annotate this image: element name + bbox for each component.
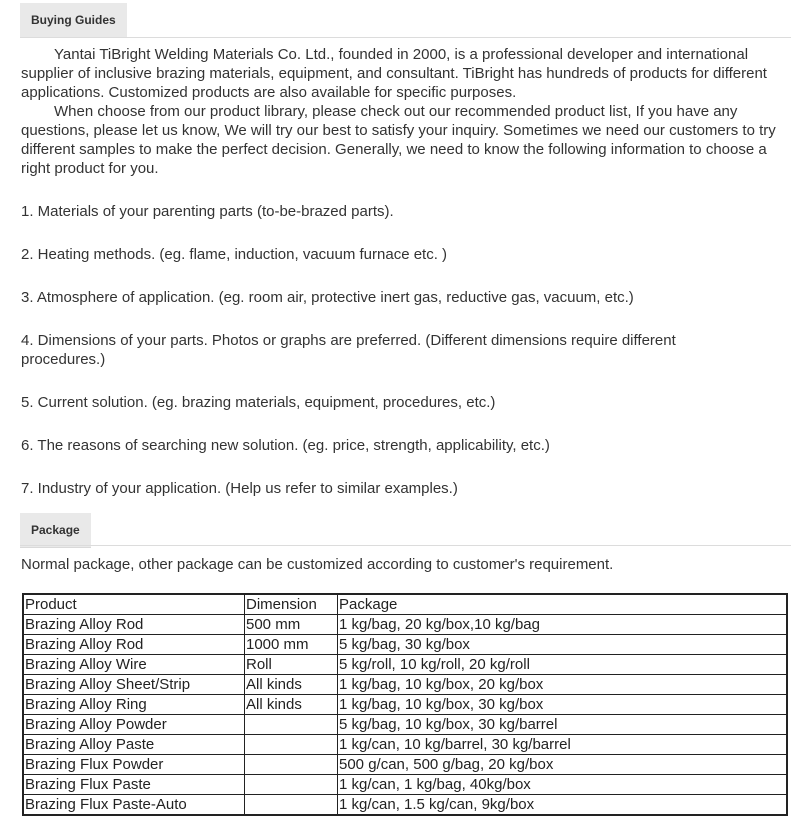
- instruction-paragraph: When choose from our product library, please check out our recommended product list, If you have any questions, please let us know, We will try our best to satisfy your inquiry. Sometimes we need our customers to try different samples to make the perfect decision. Generally, we need to know the following information to choose a right product for you.: [21, 103, 776, 177]
- cell-product: Brazing Alloy Paste: [23, 735, 245, 755]
- table-row: [23, 675, 787, 695]
- cell-product: Brazing Alloy Ring: [23, 695, 245, 715]
- cell-package: 1 kg/bag, 10 kg/box, 30 kg/box: [338, 695, 788, 715]
- table-row: [23, 635, 787, 655]
- tab-buying-guides[interactable]: Buying Guides: [20, 3, 127, 38]
- list-item: 4. Dimensions of your parts. Photos or graphs are preferred. (Different dimensions require different procedures.): [21, 332, 676, 368]
- list-item: 3. Atmosphere of application. (eg. room air, protective inert gas, reductive gas, vacuum, etc.): [21, 289, 634, 306]
- table-row: [23, 755, 787, 775]
- cell-dimension: [245, 755, 338, 775]
- tab-package[interactable]: Package: [20, 513, 91, 548]
- table-row: [23, 735, 787, 755]
- table-row: [23, 655, 787, 675]
- cell-package: 1 kg/can, 1 kg/bag, 40kg/box: [338, 775, 788, 795]
- table-row: [23, 775, 787, 795]
- list-item: 5. Current solution. (eg. brazing materials, equipment, procedures, etc.): [21, 394, 496, 411]
- cell-product: Brazing Flux Paste-Auto: [23, 795, 245, 816]
- cell-product: Brazing Alloy Wire: [23, 655, 245, 675]
- cell-dimension: Roll: [245, 655, 338, 675]
- cell-package: 1 kg/bag, 20 kg/box,10 kg/bag: [338, 615, 788, 635]
- cell-dimension: [245, 715, 338, 735]
- package-table: [22, 593, 788, 816]
- list-item: 2. Heating methods. (eg. flame, induction, vacuum furnace etc. ): [21, 246, 448, 263]
- column-header-dimension: Dimension: [245, 594, 338, 615]
- package-description: Normal package, other package can be customized according to customer's requirement.: [21, 556, 614, 573]
- cell-package: 5 kg/bag, 30 kg/box: [338, 635, 788, 655]
- list-item: 1. Materials of your parenting parts (to-be-brazed parts).: [21, 203, 394, 220]
- list-item: 7. Industry of your application. (Help us refer to similar examples.): [21, 480, 458, 497]
- cell-dimension: All kinds: [245, 695, 338, 715]
- intro-paragraph: Yantai TiBright Welding Materials Co. Ltd., founded in 2000, is a professional developer and international supplier of inclusive brazing materials, equipment, and consultant. TiBright has hundreds of products for different applications. Customized products are also available for specific purposes.: [21, 46, 767, 101]
- cell-dimension: 500 mm: [245, 615, 338, 635]
- cell-product: Brazing Alloy Powder: [23, 715, 245, 735]
- section-divider: [20, 37, 791, 38]
- table-row: [23, 715, 787, 735]
- column-header-package: Package: [338, 594, 788, 615]
- cell-package: 5 kg/roll, 10 kg/roll, 20 kg/roll: [338, 655, 788, 675]
- cell-package: 1 kg/bag, 10 kg/box, 20 kg/box: [338, 675, 788, 695]
- table-header-row: [23, 594, 787, 615]
- column-header-product: Product: [23, 594, 245, 615]
- cell-product: Brazing Alloy Rod: [23, 635, 245, 655]
- cell-product: Brazing Alloy Rod: [23, 615, 245, 635]
- cell-dimension: All kinds: [245, 675, 338, 695]
- cell-package: 500 g/can, 500 g/bag, 20 kg/box: [338, 755, 788, 775]
- cell-product: Brazing Flux Powder: [23, 755, 245, 775]
- cell-dimension: [245, 795, 338, 816]
- list-item: 6. The reasons of searching new solution. (eg. price, strength, applicability, etc.): [21, 437, 550, 454]
- cell-product: Brazing Flux Paste: [23, 775, 245, 795]
- cell-dimension: [245, 735, 338, 755]
- cell-dimension: 1000 mm: [245, 635, 338, 655]
- section-divider: [20, 545, 791, 546]
- table-row: [23, 695, 787, 715]
- cell-package: 5 kg/bag, 10 kg/box, 30 kg/barrel: [338, 715, 788, 735]
- cell-product: Brazing Alloy Sheet/Strip: [23, 675, 245, 695]
- table-row: [23, 795, 787, 816]
- cell-package: 1 kg/can, 1.5 kg/can, 9kg/box: [338, 795, 788, 816]
- cell-package: 1 kg/can, 10 kg/barrel, 30 kg/barrel: [338, 735, 788, 755]
- table-row: [23, 615, 787, 635]
- cell-dimension: [245, 775, 338, 795]
